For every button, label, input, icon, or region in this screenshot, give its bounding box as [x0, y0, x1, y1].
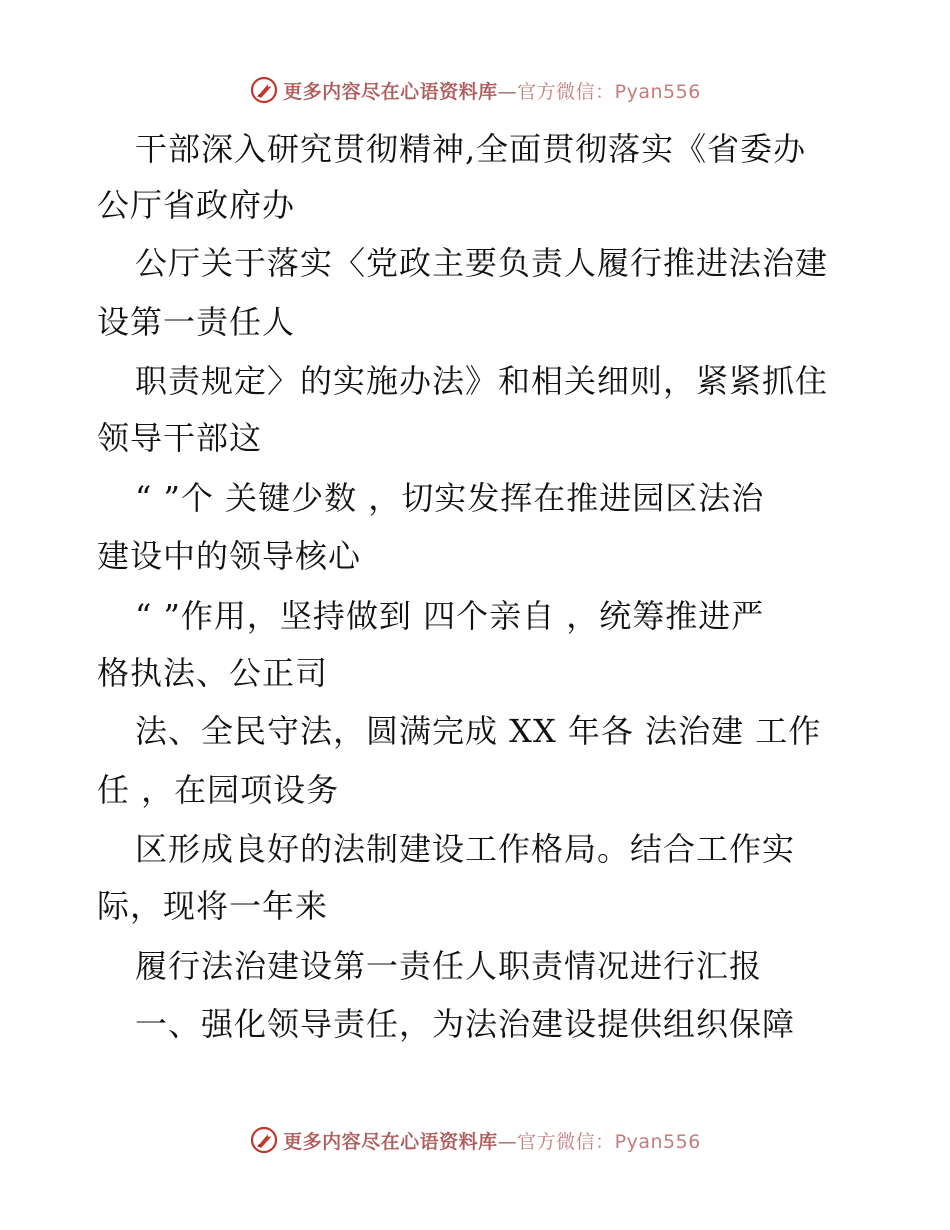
header-banner — [0, 70, 950, 110]
banner-wechat-text: 官方微信：Pyan556 — [517, 80, 701, 103]
banner-separator: — — [497, 80, 518, 103]
footer-banner — [0, 1120, 950, 1160]
body-line: 区形成良好的法制建设工作格局。结合工作实 — [135, 830, 796, 868]
body-line: 格执法、公正司 — [97, 654, 329, 692]
body-line: 际，现将一年来 — [97, 887, 329, 925]
pen-nib-logo-icon — [249, 75, 279, 105]
banner-brand-text: 更多内容尽在心语资料库 — [283, 1130, 498, 1153]
banner-separator: — — [497, 1130, 518, 1153]
body-line: 建设中的领导核心 — [97, 537, 362, 575]
body-line: 设第一责任人 — [97, 303, 296, 341]
body-line: 一、强化领导责任，为法治建设提供组织保障 — [135, 1005, 796, 1043]
pen-nib-logo-icon — [249, 1125, 279, 1155]
banner-wechat-text: 官方微信：Pyan556 — [517, 1130, 701, 1153]
body-line: 履行法治建设第一责任人职责情况进行汇报 — [135, 947, 763, 985]
body-line: 领导干部这 — [97, 419, 263, 457]
banner-brand-text: 更多内容尽在心语资料库 — [283, 80, 498, 103]
body-line: “ ”作用，坚持做到 四个亲自 ，统筹推进严 — [135, 597, 765, 635]
body-line: “ ”个 关键少数 ，切实发挥在推进园区法治 — [135, 479, 765, 517]
body-line: 法、全民守法，圆满完成 XX 年各 法治建 工作 — [135, 712, 822, 750]
body-line: 职责规定〉的实施办法》和相关细则，紧紧抓住 — [135, 362, 829, 400]
body-line: 公厅关于落实〈党政主要负责人履行推进法治建 — [135, 244, 829, 282]
body-line: 干部深入研究贯彻精神,全面贯彻落实《省委办 — [135, 130, 807, 168]
body-line: 任 ，在园项设务 — [97, 771, 340, 809]
body-line: 公厅省政府办 — [97, 186, 296, 224]
